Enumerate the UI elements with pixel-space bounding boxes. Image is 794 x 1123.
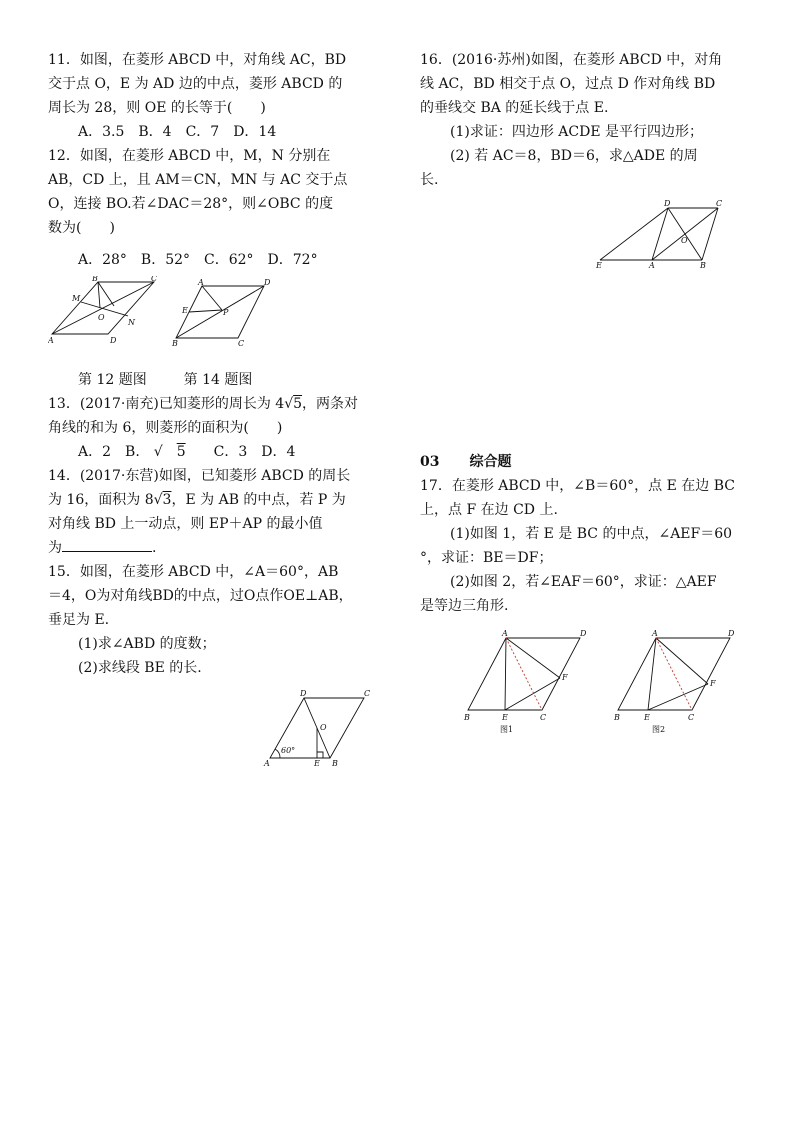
question-16: [420, 48, 758, 192]
q11-line: 11．如图，在菱形 ABCD 中，对角线 AC，BD: [48, 52, 347, 68]
q15-sub2: (2)求线段 BE 的长.: [78, 660, 202, 676]
q16-line: 线 AC，BD 相交于点 O，过点 D 作对角线 BD: [420, 76, 716, 92]
answer-blank[interactable]: [62, 537, 152, 552]
q13-option-b-radicand: 5: [176, 444, 186, 460]
q13-option-c: C．3: [213, 444, 248, 460]
q14-text: 为: [48, 540, 62, 556]
q17-sub1: °，求证：BE＝DF；: [420, 550, 553, 566]
q14-line: 14．(2017·东营)如图，已知菱形 ABCD 的周长: [48, 468, 351, 484]
label-E: E: [502, 713, 508, 722]
q13-option-b-label: B.: [125, 444, 140, 460]
label-O: O: [681, 236, 688, 245]
q11-options: A．3.5 B．4 C．7 D．14: [78, 124, 277, 140]
q15-sub1: (1)求∠ABD 的度数；: [78, 636, 216, 652]
label-M: M: [72, 294, 81, 303]
figure-15: [48, 686, 388, 766]
label-B: B: [172, 339, 178, 348]
q14-line: [48, 488, 388, 512]
fig1-caption: 图1: [500, 725, 514, 734]
sqrt-icon: √: [153, 444, 163, 460]
q16-sub2: 长.: [420, 172, 439, 188]
section-header: [420, 450, 758, 474]
q15-line: 垂足为 E.: [48, 612, 110, 628]
q14-line: 对角线 BD 上一动点，则 EP＋AP 的最小值: [48, 516, 323, 532]
q13-options: [48, 440, 388, 464]
label-C: C: [688, 713, 695, 722]
q11-line: 周长为 28，则 OE 的长等于( ): [48, 100, 266, 116]
fig14-caption: 第 14 题图: [183, 372, 253, 388]
q13-radicand: 5: [293, 396, 303, 412]
label-A: A: [264, 759, 270, 766]
label-D: D: [580, 629, 587, 638]
q13-line: [48, 392, 388, 416]
q15-line: ＝4，O为对角线BD的中点，过O点作OE⊥AB，: [48, 588, 353, 604]
q12-options: A．28° B．52° C．62° D．72°: [78, 252, 318, 268]
label-B: B: [614, 713, 620, 722]
label-B: B: [332, 759, 338, 766]
label-O: O: [320, 723, 327, 732]
label-A: A: [652, 629, 658, 638]
label-A: A: [502, 629, 508, 638]
q16-line: 16．(2016·苏州)如图，在菱形 ABCD 中，对角: [420, 52, 723, 68]
label-angle-60: 60°: [281, 746, 296, 755]
figure-12-and-14: [48, 276, 388, 368]
question-12: [48, 144, 388, 272]
q13-text: 13．(2017·南充)已知菱形的周长为 4: [48, 396, 285, 412]
question-14: [48, 464, 388, 560]
q12-line: 12．如图，在菱形 ABCD 中，M，N 分别在: [48, 148, 331, 164]
q17-sub2: (2)如图 2，若∠EAF＝60°，求证：△AEF: [450, 574, 717, 590]
label-E: E: [314, 759, 320, 766]
question-17: [420, 474, 758, 618]
figure-16: [420, 196, 758, 272]
q17-line: 上，点 F 在边 CD 上.: [420, 502, 558, 518]
label-D: D: [300, 689, 307, 698]
section-title: 综合题: [469, 454, 512, 470]
q14-line: [48, 536, 388, 560]
label-D: D: [728, 629, 735, 638]
spacer: [420, 272, 758, 440]
label-B: B: [700, 261, 706, 270]
label-F: F: [562, 673, 568, 682]
left-column: [48, 48, 388, 766]
q14-text: .: [152, 540, 157, 556]
q13-option-b: [125, 444, 200, 460]
label-D: D: [264, 278, 271, 287]
label-F: F: [710, 679, 716, 688]
q12-line: O，连接 BO.若∠DAC＝28°，则∠OBC 的度: [48, 196, 334, 212]
fig12-caption: 第 12 题图: [78, 372, 147, 388]
q16-line: 的垂线交 BA 的延长线于点 E.: [420, 100, 609, 116]
label-E: E: [644, 713, 650, 722]
q13-text: ，两条对: [302, 396, 359, 412]
q14-radicand: 3: [162, 492, 172, 508]
label-C: C: [716, 199, 723, 208]
q13-option-a: A．2: [78, 444, 112, 460]
figure-17-2: [618, 638, 730, 710]
label-C: C: [540, 713, 547, 722]
figure-captions: [78, 368, 388, 392]
label-C: C: [151, 276, 158, 283]
label-O: O: [98, 313, 105, 322]
question-13: [48, 392, 388, 464]
figures-12-14: [48, 276, 388, 368]
q13-line: 角线的和为 6，则菱形的面积为( ): [48, 420, 283, 436]
label-C: C: [364, 689, 371, 698]
figure-12: [52, 282, 154, 334]
q17-line: 17．在菱形 ABCD 中，∠B＝60°，点 E 在边 BC: [420, 478, 735, 494]
q12-line: AB，CD 上，且 AM＝CN，MN 与 AC 交于点: [48, 172, 348, 188]
figure-14: [176, 286, 264, 338]
question-15: [48, 560, 388, 680]
right-column: [420, 48, 758, 734]
q16-sub1: (1)求证：四边形 ACDE 是平行四边形；: [450, 124, 703, 140]
label-C: C: [238, 339, 245, 348]
sqrt-icon: √: [153, 492, 163, 508]
label-E: E: [182, 306, 188, 315]
label-A: A: [649, 261, 655, 270]
sqrt-icon: √: [284, 396, 294, 412]
label-B: B: [92, 276, 98, 283]
figure-17: [420, 622, 758, 734]
label-D: D: [110, 336, 117, 345]
q11-line: 交于点 O，E 为 AD 边的中点，菱形 ABCD 的: [48, 76, 343, 92]
q14-text: ，E 为 AB 的中点，若 P 为: [171, 492, 346, 508]
label-A: A: [48, 336, 54, 345]
q14-text: 为 16，面积为 8: [48, 492, 154, 508]
label-P: P: [223, 308, 229, 317]
section-number: 03: [420, 454, 440, 470]
q17-sub1: (1)如图 1，若 E 是 BC 的中点，∠AEF＝60: [450, 526, 733, 542]
label-A: A: [198, 278, 204, 287]
q15-line: 15．如图，在菱形 ABCD 中，∠A＝60°，AB: [48, 564, 339, 580]
label-B: B: [464, 713, 470, 722]
label-E: E: [596, 261, 602, 270]
q16-sub2: (2) 若 AC＝8，BD＝6，求△ADE 的周: [450, 148, 698, 164]
question-11: [48, 48, 388, 144]
q12-line: 数为( ): [48, 220, 115, 236]
q13-option-d: D．4: [261, 444, 296, 460]
label-D: D: [664, 199, 671, 208]
q17-sub2: 是等边三角形.: [420, 598, 509, 614]
fig2-caption: 图2: [652, 725, 666, 734]
label-N: N: [128, 318, 135, 327]
